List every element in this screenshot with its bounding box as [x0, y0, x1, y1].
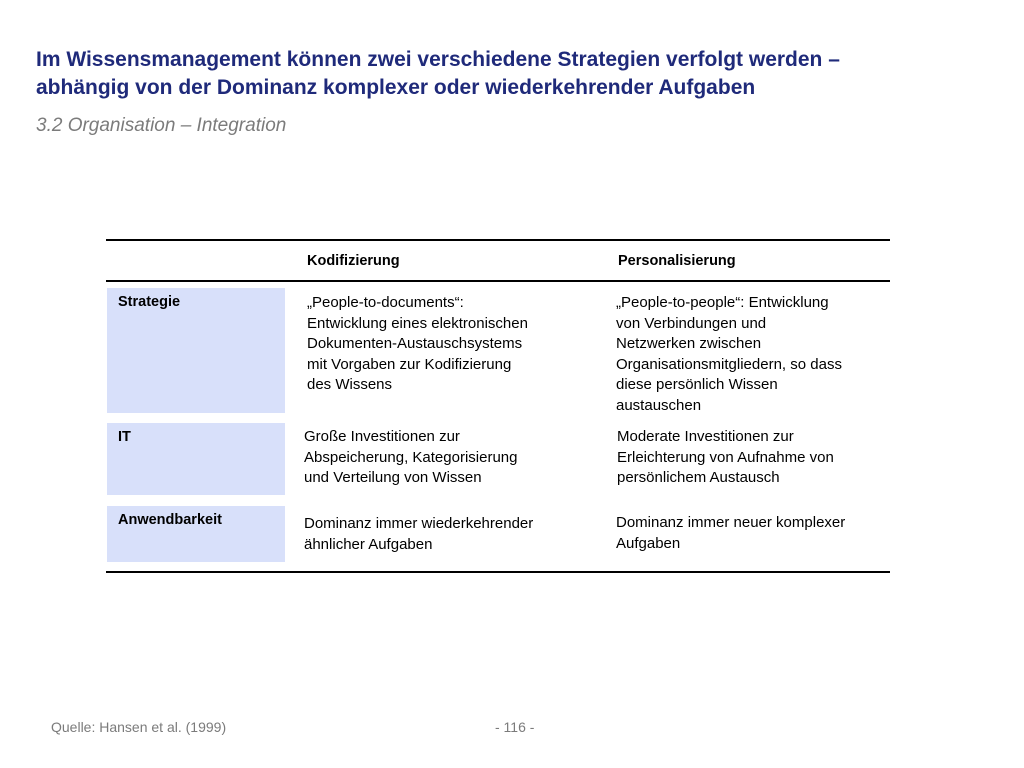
page-subtitle: 3.2 Organisation – Integration: [36, 115, 287, 136]
footer-source: Quelle: Hansen et al. (1999): [51, 719, 227, 735]
column-header-personalisierung: Personalisierung: [618, 253, 736, 269]
page-title: [36, 46, 996, 102]
cell-strategie-personalisierung: „People-to-people“: Entwicklung von Verbindungen und Netzwerken zwischen Organisationsmitgliedern, so dass diese persönlich Wissen austauschen: [616, 294, 842, 414]
cell-anwendbarkeit-personalisierung: Dominanz immer neuer komplexer Aufgaben: [616, 514, 846, 552]
column-header-kodifizierung: Kodifizierung: [307, 253, 400, 269]
page-title-line-1: Im Wissensmanagement können zwei verschiedene Strategien verfolgt werden –: [36, 48, 840, 71]
page-title-line-2: abhängig von der Dominanz komplexer oder wiederkehrender Aufgaben: [36, 76, 756, 99]
row-label-it: IT: [107, 423, 285, 495]
table-bottom-rule: [106, 571, 890, 573]
page-number: - 116 -: [495, 719, 535, 735]
table-top-rule: [106, 239, 890, 241]
cell-anwendbarkeit-kodifizierung: Dominanz immer wiederkehrender ähnlicher Aufgaben: [304, 515, 534, 553]
cell-it-personalisierung: Moderate Investitionen zur Erleichterung von Aufnahme von persönlichem Austausch: [617, 428, 834, 486]
row-label-strategie: Strategie: [107, 288, 285, 413]
cell-strategie-kodifizierung: „People-to-documents“: Entwicklung eines elektronischen Dokumenten-Austauschsystems mit Vorgaben zur Kodifizierung des Wissens: [307, 294, 528, 393]
cell-it-kodifizierung: Große Investitionen zur Abspeicherung, Kategorisierung und Verteilung von Wissen: [304, 428, 518, 486]
row-label-anwendbarkeit: Anwendbarkeit: [107, 506, 285, 562]
table-header-rule: [106, 280, 890, 282]
